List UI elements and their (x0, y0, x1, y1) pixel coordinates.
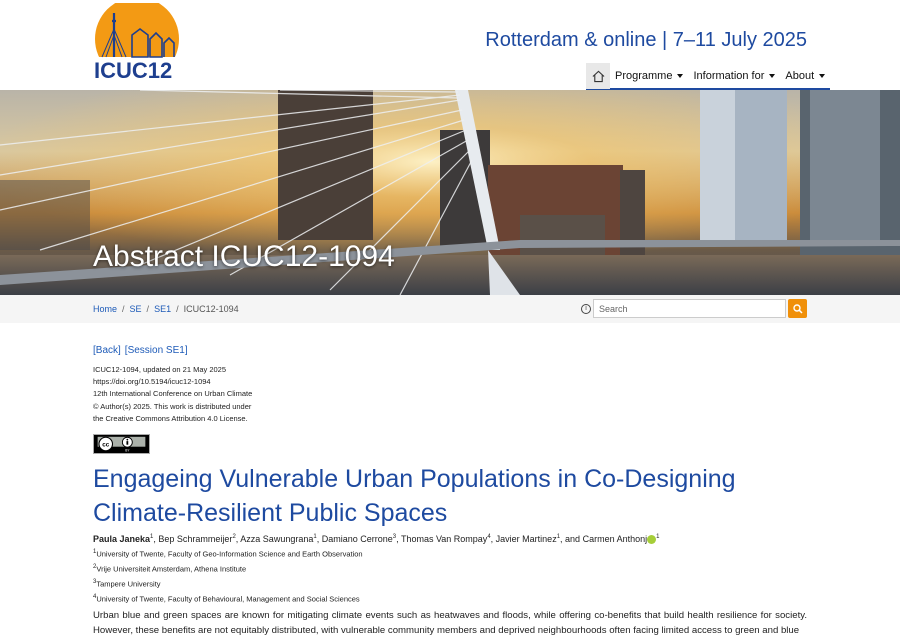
affiliation-item (93, 576, 363, 591)
info-icon[interactable]: i (581, 304, 591, 314)
meta-updated: ICUC12-1094, updated on 21 May 2025 (93, 365, 227, 374)
breadcrumb-se1[interactable]: SE1 (154, 304, 172, 314)
meta-doi[interactable]: https://doi.org/10.5194/icuc12-1094 (93, 377, 211, 387)
author-sup: 2 (232, 534, 236, 540)
breadcrumb-current: ICUC12-1094 (183, 304, 239, 314)
abstract-meta (93, 364, 252, 425)
affiliation-text: University of Twente, Faculty of Geo-Information Science and Earth Observation (96, 549, 363, 559)
session-link[interactable]: [Session SE1] (124, 345, 188, 356)
author-name: Bep Schrammeijer (158, 534, 233, 544)
nav-programme[interactable] (610, 63, 688, 89)
affiliation-item (93, 546, 363, 561)
author-name: Carmen Anthonj (582, 534, 648, 544)
svg-text:BY: BY (125, 448, 130, 453)
search-button[interactable] (788, 299, 807, 318)
author-sup: 3 (392, 534, 397, 540)
author-name: Azza Sawungrana (240, 534, 314, 544)
event-tagline: Rotterdam & online | 7–11 July 2025 (485, 29, 807, 51)
meta-license-1: © Author(s) 2025. This work is distributed under (93, 401, 252, 411)
affiliation-sup: 2 (93, 564, 97, 570)
orcid-icon[interactable] (647, 535, 656, 544)
affiliation-sup: 1 (93, 549, 97, 555)
author-sup: 1 (313, 534, 317, 540)
affiliation-item (93, 591, 363, 606)
breadcrumb-home[interactable]: Home (93, 304, 118, 314)
meta-license-2: the Creative Commons Attribution 4.0 License. (93, 413, 248, 423)
author-name: Thomas Van Rompay (400, 534, 488, 544)
affiliation-list (93, 546, 363, 606)
affiliation-text: University of Twente, Faculty of Behavioural, Management and Social Sciences (96, 594, 360, 604)
nav-programme-label: Programme (615, 70, 673, 82)
chevron-down-icon (769, 74, 775, 78)
affiliation-sup: 3 (93, 579, 97, 585)
back-links (93, 345, 192, 356)
nav-about[interactable] (780, 63, 830, 89)
author-sup: 1 (556, 534, 561, 540)
nav-about-label: About (785, 70, 815, 82)
svg-text:cc: cc (102, 441, 110, 449)
back-link[interactable]: [Back] (93, 345, 121, 356)
nav-information-label: Information for (693, 70, 765, 82)
breadcrumb-separator: / (146, 304, 150, 314)
author-name: Paula Janeka (93, 534, 151, 544)
hero-banner (0, 90, 900, 295)
breadcrumb (93, 304, 239, 314)
breadcrumb-se[interactable]: SE (129, 304, 142, 314)
main-nav (586, 64, 830, 90)
search-input[interactable] (593, 299, 786, 318)
chevron-down-icon (819, 74, 825, 78)
author-sup: 1 (656, 534, 660, 540)
author-sup: 4 (487, 534, 491, 540)
nav-information-for[interactable] (688, 63, 780, 89)
author-name: Damiano Cerrone (321, 534, 393, 544)
meta-conference: 12th International Conference on Urban Climate (93, 389, 253, 399)
breadcrumb-separator: / (176, 304, 179, 314)
author-list: Paula Janeka$^1$, Bep Schrammeijer$^2$, Azza Sawungrana$^1$, Damiano Cerrone$^3$, Thomas Van Rompay$^4$, Javier Martinez$^1$, and Carmen Anthonj $^1$ (93, 534, 660, 544)
affiliation-text: Vrije Universiteit Amsterdam, Athena Institute (96, 564, 247, 574)
search-icon (793, 304, 803, 314)
affiliation-item (93, 561, 363, 576)
breadcrumb-bar (0, 295, 900, 323)
abstract-title: Engageing Vulnerable Urban Populations in Co-Designing Climate-Resilient Public Spaces (93, 465, 736, 527)
author-name: Javier Martinez (495, 534, 557, 544)
home-icon (592, 70, 605, 83)
logo-text: ICUC12 (94, 58, 173, 83)
site-header (0, 0, 900, 90)
nav-home-button[interactable] (586, 63, 610, 89)
abstract-body: Urban blue and green spaces are known for mitigating climate events such as heatwaves and floods, while offering co-benefits that build health resilience for society. However, these benefits are not equitably distributed, with vulnerable community members and deprived neighbourhoods often facing limited access to green and blue (93, 610, 807, 636)
author-sup: 1 (150, 534, 154, 540)
author-joiner: , and (560, 534, 581, 544)
breadcrumb-separator: / (122, 304, 125, 314)
page-title: Abstract ICUC12-1094 (93, 240, 395, 273)
affiliation-sup: 4 (93, 594, 97, 600)
cc-by-badge[interactable] (93, 434, 150, 454)
affiliation-text: Tampere University (96, 579, 161, 589)
chevron-down-icon (677, 74, 683, 78)
